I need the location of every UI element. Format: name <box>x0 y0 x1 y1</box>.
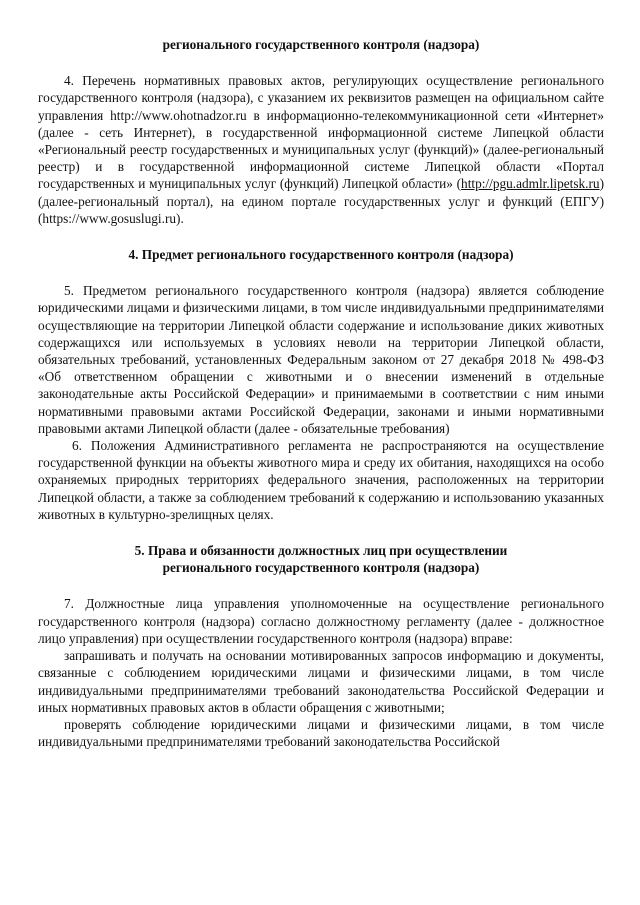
paragraph-6: 6. Положения Административного регламента не распространяются на осуществление государственной функции на объекты животного мира и среду их обитания, находящихся на особо охраняемых природных территориях федерального значения, расположенных на территории Липецкой области, а также за соблюдением требований к содержанию и использованию указанных животных в культурно-зрелищных целях. <box>38 438 604 522</box>
paragraph-7-item-1: запрашивать и получать на основании мотивированных запросов информацию и документы, связанные с соблюдением юридическими лицами и физическими лицами, в том числе индивидуальными предпринимателями требований законодательства Российской Федерации и иных нормативных правовых актов в области обращения с животными; <box>38 648 604 715</box>
section-5-heading-line1: 5. Права и обязанности должностных лиц при осуществлении <box>134 543 508 559</box>
paragraph-5: 5. Предметом регионального государственного контроля (надзора) является соблюдение юридическими лицами и физическими лицами, в том числе индивидуальными предпринимателями осуществляющие на территории Липецкой области содержание и использование диких животных содержащихся или используемых в условиях неволи на территории Липецкой области, обязательных требований, установленных Федеральным законом от 27 декабря 2018 № 498-ФЗ «Об ответственном обращении с животными и о внесении изменений в отдельные законодательные акты Российской Федерации» и принимаемыми в соответствии с ним иными нормативными правовыми актами Российской Федерации, законами и иными нормативными правовыми актами Липецкой области (далее - обязательные требования) <box>38 283 604 436</box>
paragraph-7-item-2: проверять соблюдение юридическими лицами и физическими лицами, в том числе индивидуальными предпринимателями требований законодательства Российской <box>38 716 604 750</box>
section-5-heading <box>38 542 604 576</box>
paragraph-7: 7. Должностные лица управления уполномоченные на осуществление регионального государственного контроля (надзора) согласно должностному регламенту (далее - должностное лицо управления) при осуществлении государственного контроля (надзора) вправе: <box>38 596 604 646</box>
portal-link[interactable]: http://pgu.admlr.lipetsk.ru <box>461 176 600 192</box>
section-5-heading-line2: регионального государственного контроля (надзора) <box>162 560 480 576</box>
section-4-heading: 4. Предмет регионального государственного контроля (надзора) <box>128 247 514 263</box>
top-heading: регионального государственного контроля (надзора) <box>162 37 480 52</box>
document-page <box>38 36 604 750</box>
paragraph-4-text: 4. Перечень нормативных правовых актов, регулирующих осуществление регионального государственного контроля (надзора), с указанием их реквизитов размещен на официальном сайте управления http://www.ohotnadzor.ru в информационно-телекоммуникационной сети «Интернет» (далее - сеть Интернет), в государственной информационной системе Липецкой области «Региональный реестр государственных и муниципальных услуг (функций)» (далее-региональный реестр) и в государственной информационной системе Липецкой области «Портал государственных и муниципальных услуг (функций) Липецкой области» ( <box>38 73 604 192</box>
paragraph-4-text-end: ) (далее-региональный портал), на едином портале государственных услуг и функций (ЕПГУ) (https://www.gosuslugi.ru). <box>38 176 604 226</box>
paragraph-4 <box>38 72 604 227</box>
